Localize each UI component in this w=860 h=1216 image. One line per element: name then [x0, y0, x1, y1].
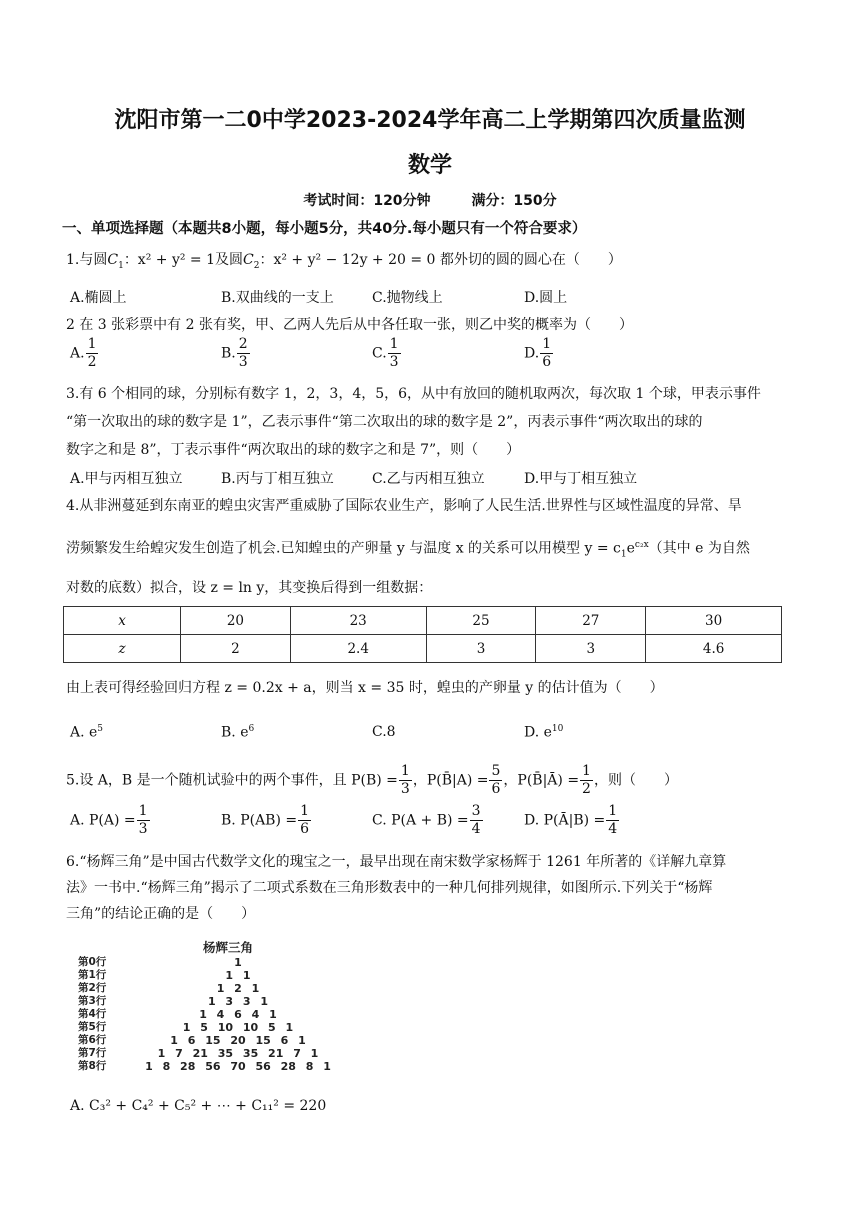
table-header-x: x — [64, 607, 181, 635]
q5-option-b: B. P(AB) = $\frac{1}{6}$ — [221, 803, 310, 837]
q2-option-a: A. $\frac{1}{2}$ — [70, 336, 97, 370]
question-3-line-3: 数字之和是 8”，丁表示事件“两次取出的球的数字之和是 7”，则（ ） — [66, 442, 521, 458]
question-3-line-2: “第一次取出的球的数字是 1”，乙表示事件“第二次取出的球的数字是 2”，丙表示事件“两次取出的球的 — [66, 414, 703, 430]
q5-option-d: D. P(Ā|B) = $\frac{1}{4}$ — [524, 803, 618, 837]
table-cell: 23 — [290, 607, 426, 635]
question-1-stem: 1.与圆$C_1$：x² + y² = 1及圆$C_2$：x² + y² − 12y + 20 = 0 都外切的圆的圆心在（ ） — [66, 252, 622, 271]
q4-option-c: C.8 — [372, 724, 396, 740]
question-6-line-2: 法》一书中.“杨辉三角”揭示了二项式系数在三角形数表中的一种几何排列规律，如图所示.下列关于“杨辉 — [66, 880, 713, 896]
section-heading: 一、单项选择题（本题共8小题，每小题5分，共40分.每小题只有一个符合要求） — [62, 221, 587, 237]
q5-option-a: A. P(A) = $\frac{1}{3}$ — [70, 803, 148, 837]
yanghui-triangle-figure — [76, 938, 366, 1073]
exam-meta — [0, 190, 860, 210]
table-cell: 2 — [181, 635, 291, 663]
table-row-x — [64, 607, 782, 635]
table-row-z — [64, 635, 782, 663]
table-cell: 3 — [536, 635, 646, 663]
exam-time: 考试时间：120分钟 — [303, 193, 431, 209]
triangle-row: 第2行 1 2 1 — [78, 982, 260, 995]
table-cell: 30 — [646, 607, 782, 635]
q3-option-c: C.乙与丙相互独立 — [372, 471, 485, 487]
triangle-row: 第5行 1 5 10 10 5 1 — [78, 1021, 294, 1034]
question-5-stem: 5.设 A，B 是一个随机试验中的两个事件，且 P(B) = $\frac{1}{3}$ ，P(B̄|A) = $\frac{5}{6}$ ，P(B̄|Ā) = $\frac{1}{2}$ ，则（ ） — [66, 763, 678, 797]
table-cell: 4.6 — [646, 635, 782, 663]
table-cell: 2.4 — [290, 635, 426, 663]
question-4-line-1: 4.从非洲蔓延到东南亚的蝗虫灾害严重威胁了国际农业生产，影响了人民生活.世界性与区域性温度的异常、旱 — [66, 498, 742, 514]
question-2-stem: 2 在 3 张彩票中有 2 张有奖，甲、乙两人先后从中各任取一张，则乙中奖的概率为（ ） — [66, 317, 633, 333]
triangle-row: 第1行 1 1 — [78, 969, 251, 982]
table-cell: 25 — [426, 607, 536, 635]
q1-option-a: A.椭圆上 — [70, 290, 127, 306]
question-3-line-1: 3.有 6 个相同的球，分别标有数字 1，2，3，4，5，6，从中有放回的随机取两次，每次取 1 个球，甲表示事件 — [66, 386, 761, 402]
q3-option-b: B.丙与丁相互独立 — [221, 471, 334, 487]
q4-option-b: B. $e^6$ — [221, 724, 255, 741]
table-cell: 3 — [426, 635, 536, 663]
triangle-row: 第3行 1 3 3 1 — [78, 995, 269, 1008]
q3-option-a: A.甲与丙相互独立 — [70, 471, 183, 487]
question-6-line-1: 6.“杨辉三角”是中国古代数学文化的瑰宝之一，最早出现在南宋数学家杨辉于 1261 年所著的《详解九章算 — [66, 854, 727, 870]
q6-option-a: A. C₃² + C₄² + C₅² + ⋯ + C₁₁² = 220 — [70, 1098, 327, 1114]
q2-option-d: D. $\frac{1}{6}$ — [524, 336, 552, 370]
triangle-row: 第7行 1 7 21 35 35 21 7 1 — [78, 1047, 319, 1060]
question-4-after-table: 由上表可得经验回归方程 z = 0.2x + a，则当 x = 35 时，蝗虫的产卵量 y 的估计值为（ ） — [66, 680, 664, 696]
q1-option-d: D.圆上 — [524, 290, 568, 306]
triangle-row: 第0行 1 — [78, 956, 242, 969]
table-cell: 27 — [536, 607, 646, 635]
exam-title: 沈阳市第一二0中学2023-2024学年高二上学期第四次质量监测 — [114, 108, 746, 133]
q5-option-c: C. P(A + B) = $\frac{3}{4}$ — [372, 803, 481, 837]
q2-option-b: B. $\frac{2}{3}$ — [221, 336, 248, 370]
triangle-row: 第8行 1 8 28 56 70 56 28 8 1 — [78, 1060, 331, 1073]
q1-option-c: C.抛物线上 — [372, 290, 443, 306]
q2-option-c: C. $\frac{1}{3}$ — [372, 336, 399, 370]
subject-title: 数学 — [407, 153, 452, 178]
data-table — [63, 606, 782, 663]
q4-option-d: D. $e^{10}$ — [524, 724, 564, 741]
q3-option-d: D.甲与丁相互独立 — [524, 471, 638, 487]
question-4-line-3: 对数的底数）拟合，设 z = ln y，其变换后得到一组数据： — [66, 580, 433, 596]
q1-option-b: B.双曲线的一支上 — [221, 290, 334, 306]
triangle-row: 第6行 1 6 15 20 15 6 1 — [78, 1034, 306, 1047]
q4-option-a: A. $e^5$ — [70, 724, 104, 741]
question-6-line-3: 三角”的结论正确的是（ ） — [66, 906, 256, 922]
full-score: 满分：150分 — [471, 193, 557, 209]
table-cell: 20 — [181, 607, 291, 635]
triangle-row: 第4行 1 4 6 4 1 — [78, 1008, 277, 1021]
table-header-z: z — [64, 635, 181, 663]
triangle-title: 杨辉三角 — [203, 940, 254, 955]
question-4-line-2: 涝频繁发生给蝗灾发生创造了机会.已知蝗虫的产卵量 y 与温度 x 的关系可以用模型 $y = c_1e^{c_2x}$（其中 e 为自然 — [66, 540, 750, 560]
